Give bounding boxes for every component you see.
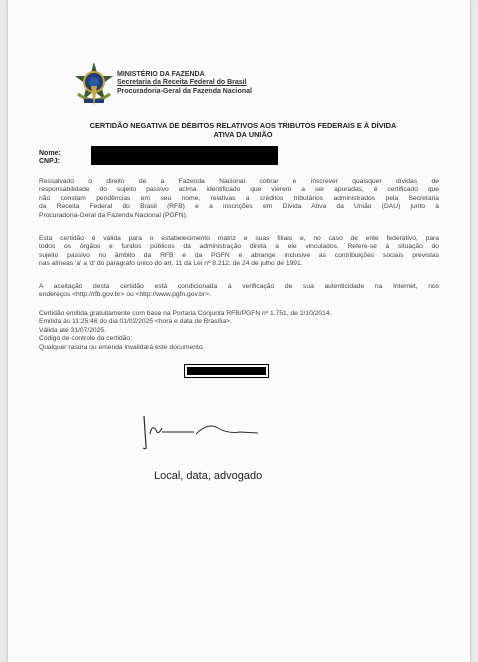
issuance-datetime: Emitida às 11:25:46 do dia 01/02/2025 <hora e data de Brasília>.: [39, 318, 232, 326]
ministry-name: MINISTÉRIO DA FAZENDA: [117, 71, 205, 78]
redacted-control-code: [184, 364, 269, 378]
title-line-2: ATIVA DA UNIÃO: [213, 130, 273, 139]
signature-caption: Local, data, advogado: [154, 470, 263, 482]
paragraph-ressalvado: [39, 178, 439, 220]
paragraph-line: responsabilidade do sujeito passivo acima identificado que vierem a ser apuradas, é certificado que: [39, 186, 439, 194]
secretariat-name: Secretaria da Receita Federal do Brasil: [117, 79, 247, 87]
paragraph-line: endereços <http://rfb.gov.br> ou <http://www.pgfn.gov.br>.: [39, 291, 211, 299]
paragraph-authenticity: [39, 283, 439, 300]
issuer-header: [117, 71, 252, 96]
issuance-block: [39, 310, 439, 352]
title-line-1: CERTIDÃO NEGATIVA DE DÉBITOS RELATIVOS AOS TRIBUTOS FEDERAIS E À DÍVIDA: [89, 121, 397, 130]
paragraph-line: todos os órgãos e fundos públicos da administração direta a ele vinculados. Refere-se à situação do: [39, 243, 439, 251]
handwritten-signature: [136, 412, 266, 457]
paragraph-line: Procuradoria-Geral da Fazenda Nacional (PGFN).: [39, 211, 188, 219]
brazil-coat-of-arms-icon: [70, 60, 118, 108]
control-code-label: Código de controle da certidão:: [39, 335, 132, 343]
paragraph-line: sujeito passivo no âmbito da RFB e da PGFN e abrange inclusive as contribuições sociais previstas: [39, 251, 439, 259]
name-label: Nome:: [39, 150, 61, 157]
procuradoria-name: Procuradoria-Geral da Fazenda Nacional: [117, 87, 252, 95]
cnpj-label: CNPJ:: [39, 158, 61, 165]
paragraph-line: da Receita Federal do Brasil (RFB) e a inscrições em Dívida Ativa da União (DAU) junto à: [39, 203, 439, 211]
paragraph-line: não constam pendências em seu nome, relativas a créditos tributários administrados pela Secretaria: [39, 194, 439, 202]
paragraph-line: nas alíneas 'a' a 'd' do parágrafo único do art. 11 da Lei nº 8.212, de 24 de julho de 1991.: [39, 260, 303, 268]
issuance-legal-basis: Certidão emitida gratuitamente com base na Portaria Conjunta RFB/PGFN nº 1.751, de 2/10/2014.: [39, 310, 332, 317]
paragraph-line: A aceitação desta certidão está condicionada à verificação de sua autenticidade na Internet, nos: [39, 283, 439, 290]
paragraph-validity-scope: [39, 235, 439, 269]
validity-date: Válida até 31/07/2025.: [39, 326, 106, 334]
paragraph-line: Ressalvado o direito de a Fazenda Nacional cobrar e inscrever quaisquer dívidas de: [39, 178, 439, 185]
document-page: [8, 0, 470, 662]
paragraph-line: Esta certidão é válida para o estabelecimento matriz e suas filiais e, no caso de ente federativo, para: [39, 235, 439, 242]
redacted-name-cnpj: [91, 146, 278, 165]
tamper-notice: Qualquer rasura ou emenda invalidará este documento.: [39, 343, 205, 351]
certificate-title: [68, 121, 418, 139]
